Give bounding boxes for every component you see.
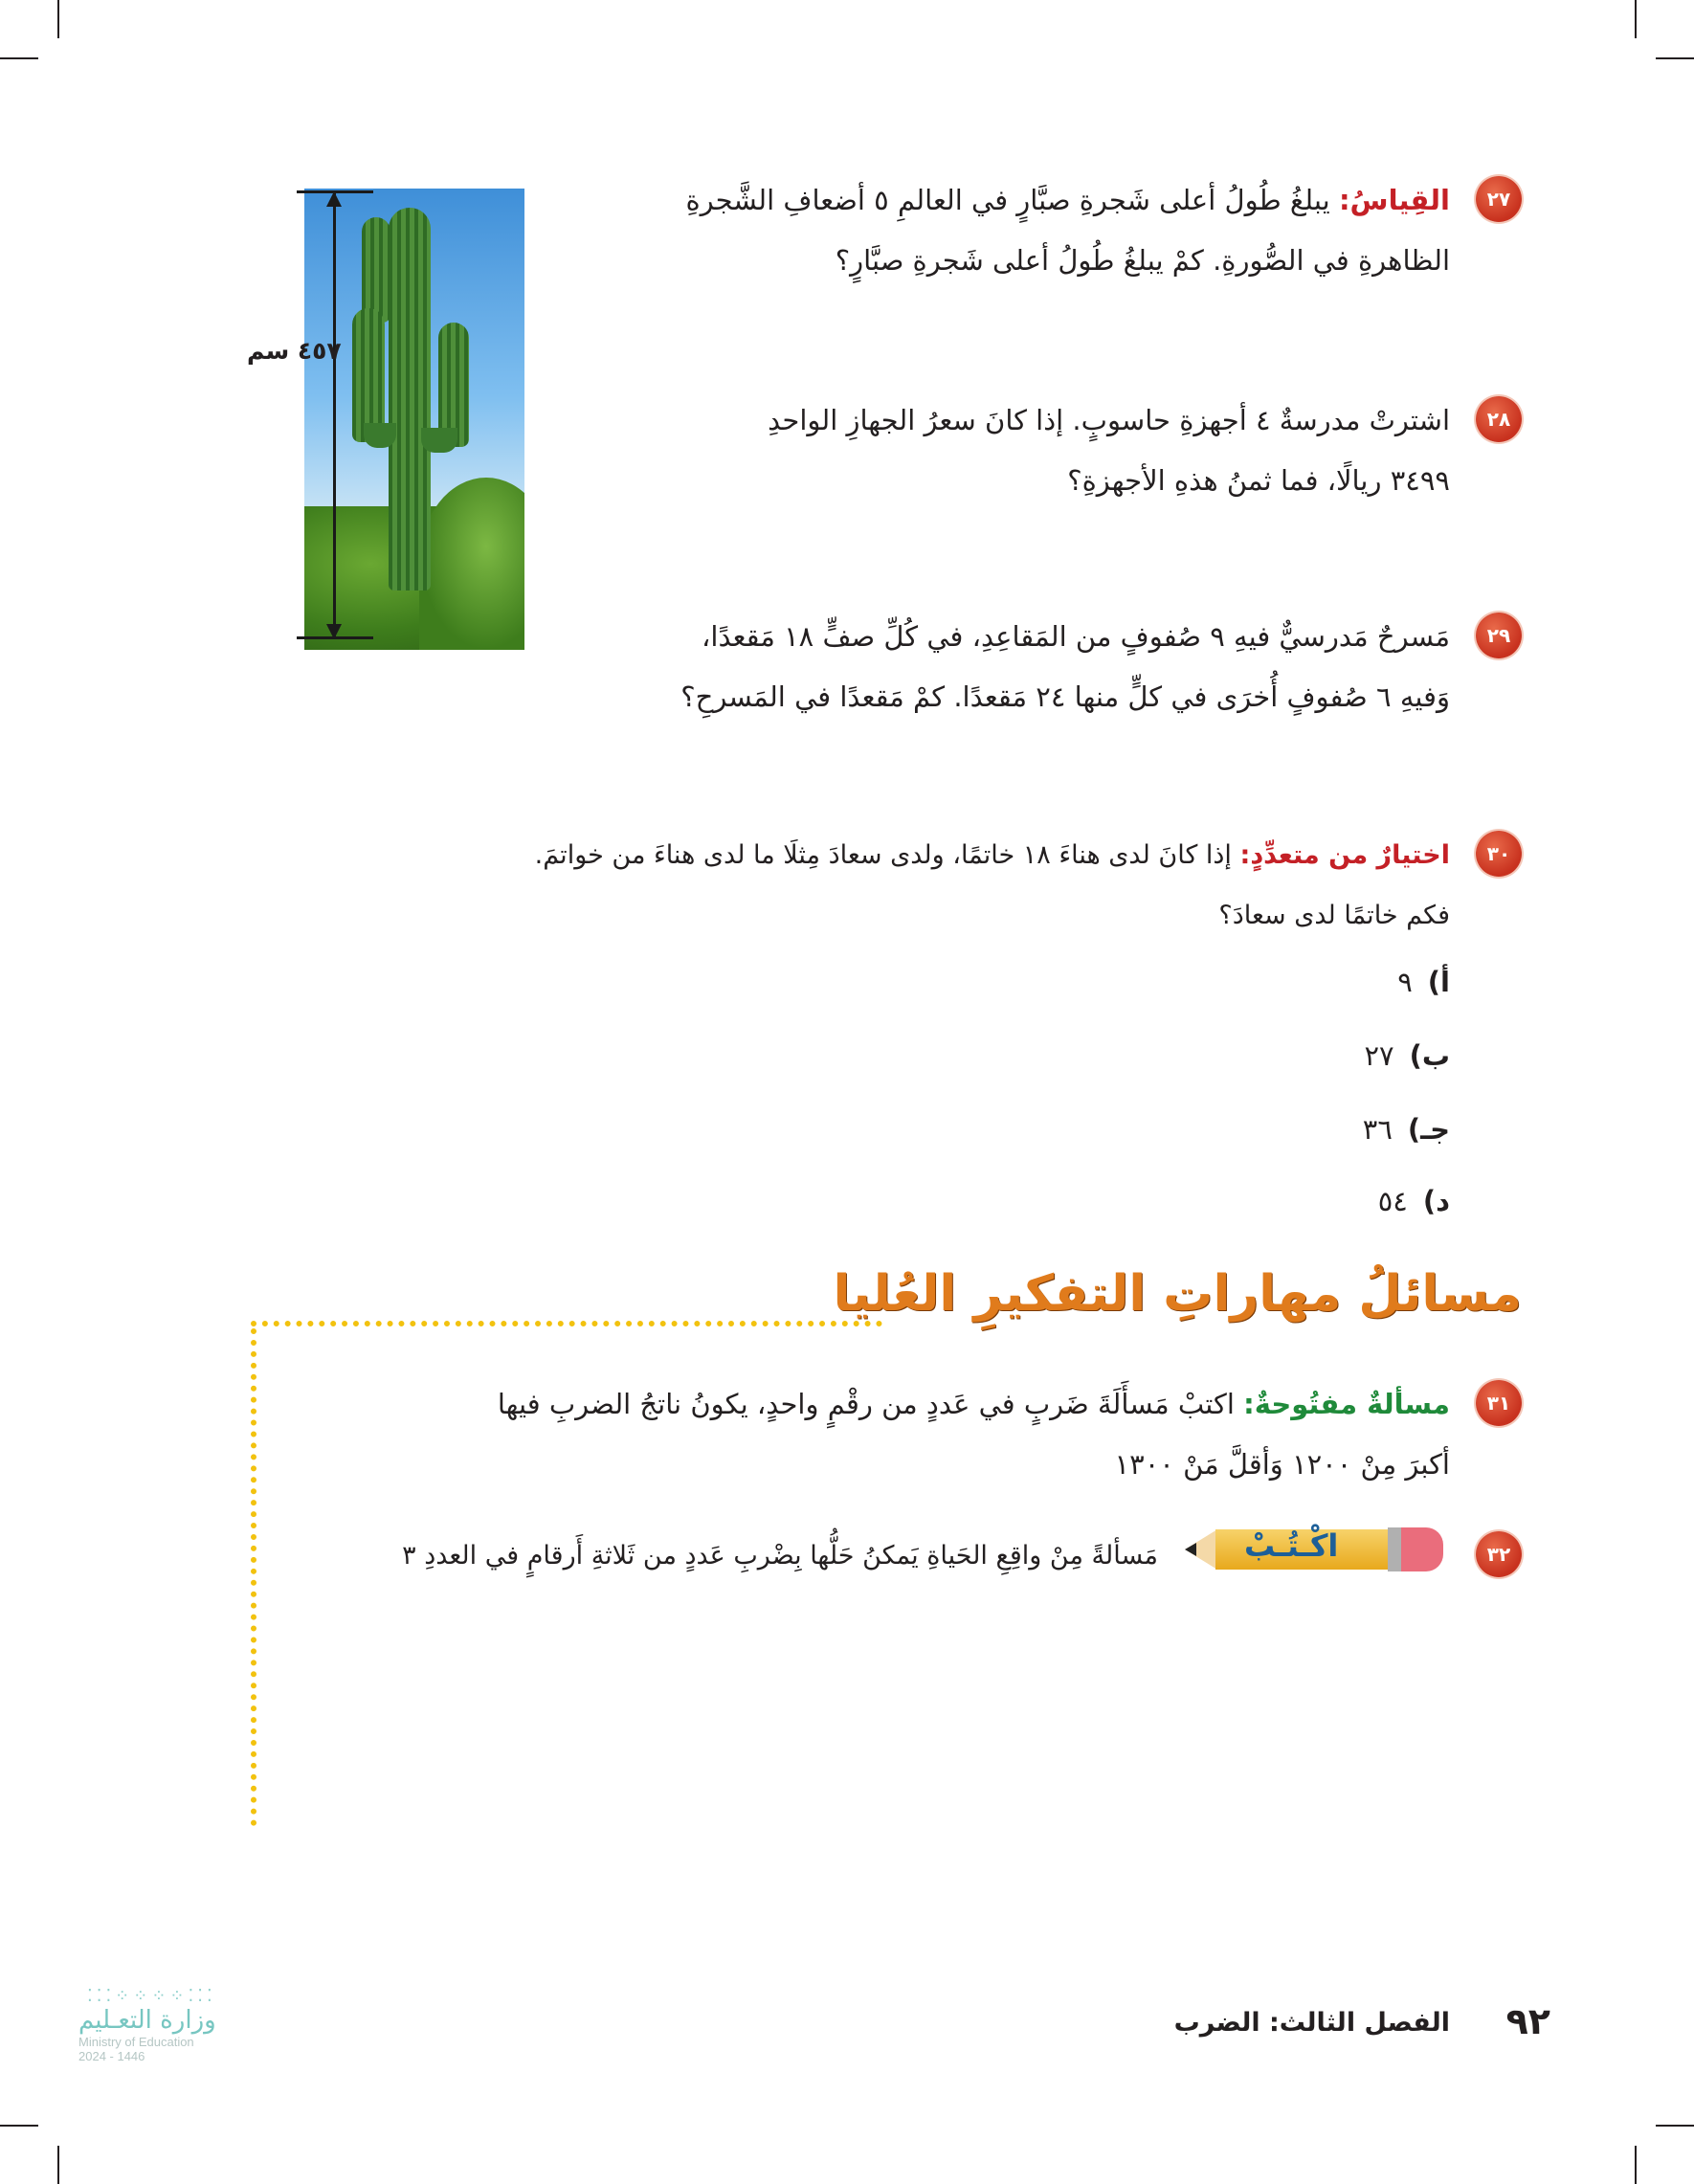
write-label: اكْـتُـبْ xyxy=(1244,1527,1339,1564)
problem-label: مسألةٌ مفتُوحةٌ: xyxy=(1243,1388,1450,1420)
logo-dots-icon: ⁚⁚⁚⁘⁘⁘⁘⁚⁚⁚ xyxy=(87,1986,216,2006)
problem-30-text: اختيارٌ من متعدِّدٍ: إذا كانَ لدى هناءَ ١٨ خاتمًا، ولدى سعادَ مِثلَا ما لدى هناءَ من خواتمَ. فكم خاتمًا لدى سعادَ؟ xyxy=(534,840,1450,930)
problem-31-text: مسألةٌ مفتُوحةٌ: اكتبْ مَسأَلَةَ ضَربٍ في عَددٍ من رقْمٍ واحدٍ، يكونُ ناتجُ الضربِ فيها أكبرَ مِنْ ١٢٠٠ وَأقلَّ مَنْ ١٣٠٠ xyxy=(497,1388,1450,1481)
problem-label: اختيارٌ من متعدِّدٍ: xyxy=(1239,840,1450,870)
choice-item: جـ)٣٦ xyxy=(1362,1113,1450,1146)
problem-number-badge: ٢٧ xyxy=(1476,176,1522,222)
problem-32-text: مَسألةً مِنْ واقِعِ الحَياةِ يَمكنُ حَلُّها بِضْربِ عَددٍ من ثَلاثةِ أَرقامٍ في العددِ ٣ xyxy=(402,1541,1158,1571)
problem-number-badge: ٢٨ xyxy=(1476,396,1522,442)
choice-item: أ)٩ xyxy=(1397,966,1450,998)
chapter-title: الفصل الثالث: الضرب xyxy=(1173,2008,1450,2038)
crop-mark xyxy=(0,57,38,59)
crop-mark xyxy=(1635,2146,1637,2184)
pencil-icon xyxy=(1185,1522,1443,1577)
problem-number-badge: ٣٢ xyxy=(1476,1531,1522,1577)
crop-mark xyxy=(0,2125,38,2127)
problem-label: القِياسُ: xyxy=(1338,184,1450,216)
crop-mark xyxy=(57,0,59,38)
crop-mark xyxy=(1656,2125,1694,2127)
ministry-logo: ⁚⁚⁚⁘⁘⁘⁘⁚⁚⁚ وزارة التعـليم Ministry of Education 2024 - 1446 xyxy=(78,1986,216,2063)
choice-item: د)٥٤ xyxy=(1377,1185,1450,1217)
crop-mark xyxy=(57,2146,59,2184)
problem-27-text: القِياسُ: يبلغُ طُولُ أعلى شَجرةِ صبَّارٍ في العالمِ ٥ أضعافِ الشَّجرةِ الظاهرةِ في الصُّورةِ. كمْ يبلغُ طُولُ أعلى شَجرةِ صبَّارٍ؟ xyxy=(685,184,1450,277)
choice-item: ب)٢٧ xyxy=(1364,1039,1450,1072)
problem-number-badge: ٢٩ xyxy=(1476,613,1522,658)
section-title: مسائلُ مهاراتِ التفكيرِ العُليا xyxy=(833,1265,1522,1323)
problem-28-text: اشترتْ مدرسةٌ ٤ أجهزةِ حاسوبٍ. إذا كانَ سعرُ الجهازِ الواحدِ ٣٤٩٩ ريالًا، فما ثمنُ هذهِ الأجهزةِ؟ xyxy=(768,404,1450,497)
height-label: ٤٥٧ سم xyxy=(247,337,342,365)
problem-number-badge: ٣١ xyxy=(1476,1380,1522,1426)
dotted-rule xyxy=(251,1321,882,1326)
problem-number-badge: ٣٠ xyxy=(1476,831,1522,877)
arrow-down-icon xyxy=(326,624,342,639)
cactus-image xyxy=(304,189,524,650)
arrow-up-icon xyxy=(326,191,342,207)
page-number: ٩٢ xyxy=(1505,2000,1550,2042)
measure-line xyxy=(333,191,336,637)
problem-29-text: مَسرحٌ مَدرسيٌّ فيهِ ٩ صُفوفٍ من المَقاعِدِ، في كُلِّ صفٍّ ١٨ مَقعدًا، وَفيهِ ٦ صُفوفٍ أُخرَى في كلٍّ منها ٢٤ مَقعدًا. كمْ مَقعدًا في المَسرحِ؟ xyxy=(680,620,1450,713)
dotted-rule xyxy=(251,1328,256,1826)
crop-mark xyxy=(1635,0,1637,38)
crop-mark xyxy=(1656,57,1694,59)
